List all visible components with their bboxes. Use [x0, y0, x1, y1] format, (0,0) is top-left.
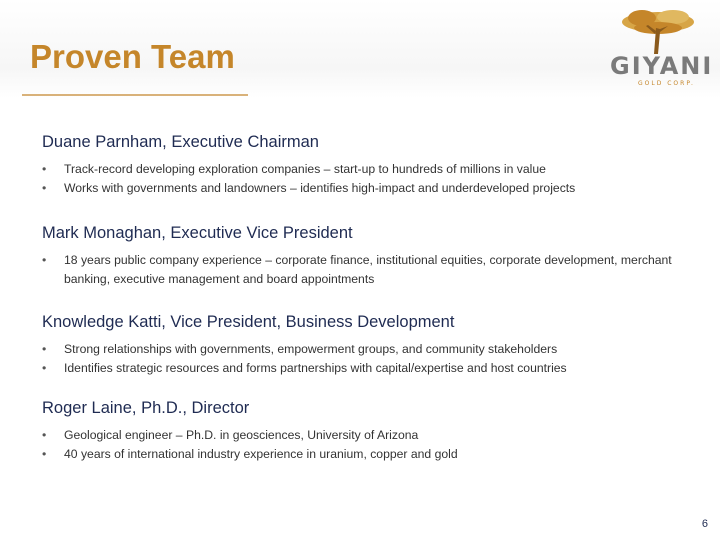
- team-member-2: [42, 224, 692, 289]
- member-bullets: [42, 426, 692, 464]
- member-bullets: [42, 251, 692, 289]
- bullet-icon: •: [42, 253, 47, 267]
- logo-subtitle: GOLD CORP.: [638, 80, 695, 87]
- bullet-text: Track-record developing exploration companies – start-up to hundreds of millions in value: [64, 162, 546, 176]
- member-bullets: [42, 340, 692, 378]
- acacia-tree-icon: [618, 8, 698, 56]
- team-member-4: [42, 399, 692, 464]
- bullet-item: [42, 359, 692, 378]
- bullet-icon: •: [42, 342, 47, 356]
- slide-title: Proven Team: [30, 38, 235, 75]
- bullet-icon: •: [42, 361, 47, 375]
- bullet-text: Strong relationships with governments, empowerment groups, and community stakeholders: [64, 342, 558, 356]
- bullet-icon: •: [42, 447, 47, 461]
- bullet-text: 18 years public company experience – corporate finance, institutional equities, corporate development, merchant banking, executive management and board appointments: [64, 253, 672, 286]
- bullet-icon: •: [42, 162, 47, 176]
- member-name: Mark Monaghan, Executive Vice President: [42, 224, 353, 242]
- bullet-item: [42, 160, 692, 179]
- bullet-item: [42, 179, 692, 198]
- bullet-icon: •: [42, 428, 47, 442]
- bullet-text: Identifies strategic resources and forms partnerships with capital/expertise and host countries: [64, 361, 567, 375]
- bullet-item: [42, 426, 692, 445]
- company-logo: [598, 8, 714, 94]
- member-name: Knowledge Katti, Vice President, Business Development: [42, 313, 455, 331]
- bullet-icon: •: [42, 181, 47, 195]
- bullet-item: [42, 251, 692, 289]
- bullet-text: 40 years of international industry experience in uranium, copper and gold: [64, 447, 458, 461]
- member-bullets: [42, 160, 692, 198]
- team-member-3: [42, 313, 692, 378]
- team-member-1: [42, 133, 692, 198]
- member-name: Duane Parnham, Executive Chairman: [42, 133, 319, 151]
- page-number: 6: [701, 518, 708, 530]
- bullet-item: [42, 445, 692, 464]
- bullet-text: Geological engineer – Ph.D. in geosciences, University of Arizona: [64, 428, 419, 442]
- logo-wordmark: GIYANI: [610, 52, 714, 80]
- member-name: Roger Laine, Ph.D., Director: [42, 399, 250, 417]
- bullet-text: Works with governments and landowners – identifies high-impact and underdeveloped projects: [64, 181, 576, 195]
- bullet-item: [42, 340, 692, 359]
- title-underline: [22, 94, 248, 96]
